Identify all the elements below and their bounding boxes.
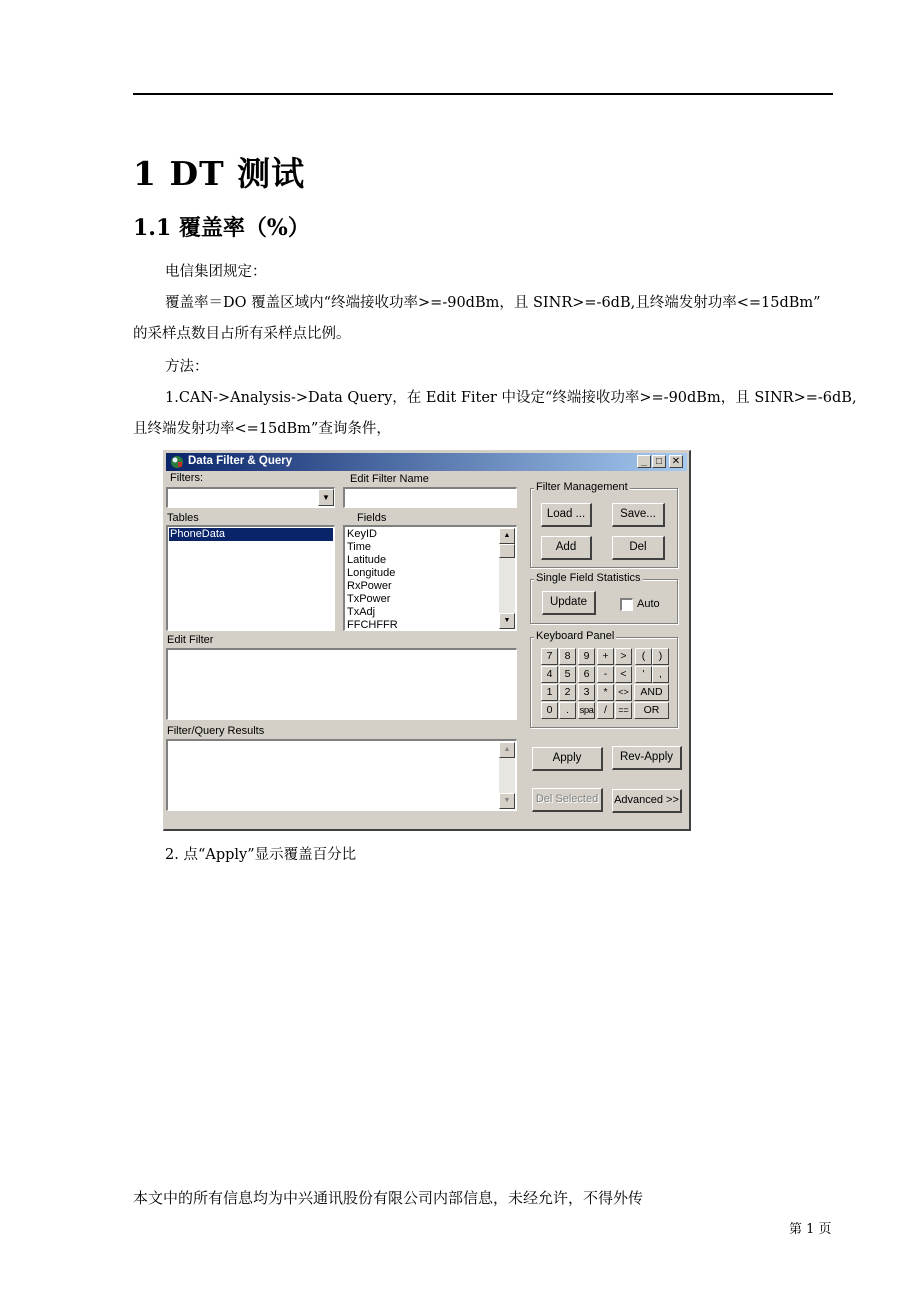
key-equals[interactable]: == — [615, 702, 632, 719]
key-comma[interactable]: , — [652, 666, 669, 683]
auto-checkbox[interactable] — [620, 598, 633, 611]
key-4[interactable]: 4 — [541, 666, 558, 683]
key-greater[interactable]: > — [615, 648, 632, 665]
apply-button[interactable]: Apply — [532, 747, 603, 771]
maximize-icon: □ — [655, 456, 663, 467]
paragraph-method: 方法： — [165, 359, 209, 375]
filters-combobox[interactable] — [166, 487, 335, 508]
update-button[interactable]: Update — [542, 591, 596, 615]
edit-filter-name-input[interactable] — [343, 487, 517, 508]
edit-filter-name-label: Edit Filter Name — [350, 473, 429, 485]
delete-filter-button[interactable]: Del — [612, 536, 665, 560]
field-item[interactable]: FFCHFFR — [347, 619, 398, 631]
key-1[interactable]: 1 — [541, 684, 558, 701]
app-icon — [170, 455, 184, 469]
single-field-statistics-title: Single Field Statistics — [536, 572, 641, 584]
load-button[interactable]: Load ... — [541, 503, 592, 527]
paragraph-step1-line1: 1.CAN->Analysis->Data Query，在 Edit Fiter 中设定“终端接收功率>=-90dBm，且 SINR>=-6dB, — [165, 390, 857, 406]
edit-filter-label: Edit Filter — [167, 634, 214, 646]
add-filter-button[interactable]: Add — [541, 536, 592, 560]
keyboard-panel-group — [530, 630, 678, 728]
tables-label: Tables — [167, 512, 199, 524]
key-multiply[interactable]: * — [597, 684, 614, 701]
advanced-button[interactable]: Advanced >> — [612, 789, 682, 813]
key-2[interactable]: 2 — [559, 684, 576, 701]
window-titlebar[interactable] — [166, 453, 687, 471]
filters-label: Filters: — [170, 472, 203, 484]
filter-management-group — [530, 481, 678, 568]
key-0[interactable]: 0 — [541, 702, 558, 719]
paragraph-definition-line2: 的采样点数目占所有采样点比例。 — [133, 326, 351, 342]
fields-scrollbar[interactable] — [499, 528, 515, 629]
fields-label: Fields — [357, 512, 387, 524]
maximize-button[interactable] — [652, 455, 666, 468]
field-item[interactable]: KeyID — [347, 528, 377, 540]
keyboard-panel-title: Keyboard Panel — [536, 630, 615, 642]
key-minus[interactable]: - — [597, 666, 614, 683]
key-divide[interactable]: / — [597, 702, 614, 719]
key-dot[interactable]: . — [559, 702, 576, 719]
close-icon: ✕ — [671, 456, 681, 467]
table-item-phonedata[interactable]: PhoneData — [169, 528, 333, 541]
key-or[interactable]: OR — [634, 702, 669, 719]
paragraph-step1-line2: 且终端发射功率<=15dBm”查询条件， — [133, 421, 391, 437]
results-scrollbar[interactable] — [499, 742, 515, 809]
paragraph-rule-intro: 电信集团规定： — [165, 264, 267, 280]
key-5[interactable]: 5 — [559, 666, 576, 683]
key-6[interactable]: 6 — [578, 666, 595, 683]
single-field-statistics-group — [530, 572, 678, 624]
key-3[interactable]: 3 — [578, 684, 595, 701]
auto-label: Auto — [637, 598, 660, 610]
key-8[interactable]: 8 — [559, 648, 576, 665]
filter-management-title: Filter Management — [536, 481, 628, 493]
key-less[interactable]: < — [615, 666, 632, 683]
dropdown-arrow-icon[interactable]: ▼ — [318, 489, 334, 506]
key-7[interactable]: 7 — [541, 648, 558, 665]
rev-apply-button[interactable]: Rev-Apply — [612, 746, 682, 770]
minimize-icon: _ — [641, 456, 647, 467]
scroll-up-icon[interactable]: ▲ — [499, 528, 515, 544]
key-plus[interactable]: + — [597, 648, 614, 665]
scroll-up-icon[interactable]: ▲ — [499, 742, 515, 758]
header-rule — [133, 93, 833, 95]
key-quote[interactable]: ' — [635, 666, 652, 683]
scroll-down-icon[interactable]: ▼ — [499, 613, 515, 629]
footer-notice: 本文中的所有信息均为中兴通讯股份有限公司内部信息，未经允许，不得外传 — [133, 1189, 644, 1207]
field-item[interactable]: Longitude — [347, 567, 396, 579]
key-and[interactable]: AND — [634, 684, 669, 701]
key-9[interactable]: 9 — [578, 648, 595, 665]
fields-listbox[interactable] — [343, 525, 517, 631]
save-button[interactable]: Save... — [612, 503, 665, 527]
key-open-paren[interactable]: ( — [635, 648, 652, 665]
paragraph-step2: 2. 点“Apply”显示覆盖百分比 — [165, 847, 357, 863]
heading-1: 1 DT 测试 — [133, 154, 306, 193]
paragraph-definition-line1: 覆盖率＝DO 覆盖区域内“终端接收功率>=-90dBm，且 SINR>=-6dB,且终端发射功率<=15dBm” — [165, 295, 821, 311]
scroll-thumb[interactable] — [499, 544, 515, 558]
key-not-equal[interactable]: <> — [615, 684, 632, 701]
field-item[interactable]: TxAdj — [347, 606, 376, 618]
heading-2: 1.1 覆盖率（%） — [133, 215, 310, 241]
page-number: 第 1 页 — [789, 1222, 832, 1237]
tables-listbox[interactable] — [166, 525, 335, 631]
key-space[interactable]: spa — [578, 702, 595, 719]
close-button[interactable] — [669, 455, 683, 468]
field-item[interactable]: TxPower — [347, 593, 391, 605]
scroll-down-icon[interactable]: ▼ — [499, 793, 515, 809]
edit-filter-textarea[interactable] — [166, 648, 517, 720]
results-label: Filter/Query Results — [167, 725, 265, 737]
minimize-button[interactable] — [637, 455, 651, 468]
window-title: Data Filter & Query — [188, 455, 293, 467]
field-item[interactable]: Time — [347, 541, 372, 553]
field-item[interactable]: RxPower — [347, 580, 392, 592]
results-textarea[interactable] — [166, 739, 517, 811]
data-filter-query-window — [163, 450, 691, 831]
key-close-paren[interactable]: ) — [652, 648, 669, 665]
delete-selected-button[interactable]: Del Selected — [532, 788, 603, 812]
field-item[interactable]: Latitude — [347, 554, 387, 566]
